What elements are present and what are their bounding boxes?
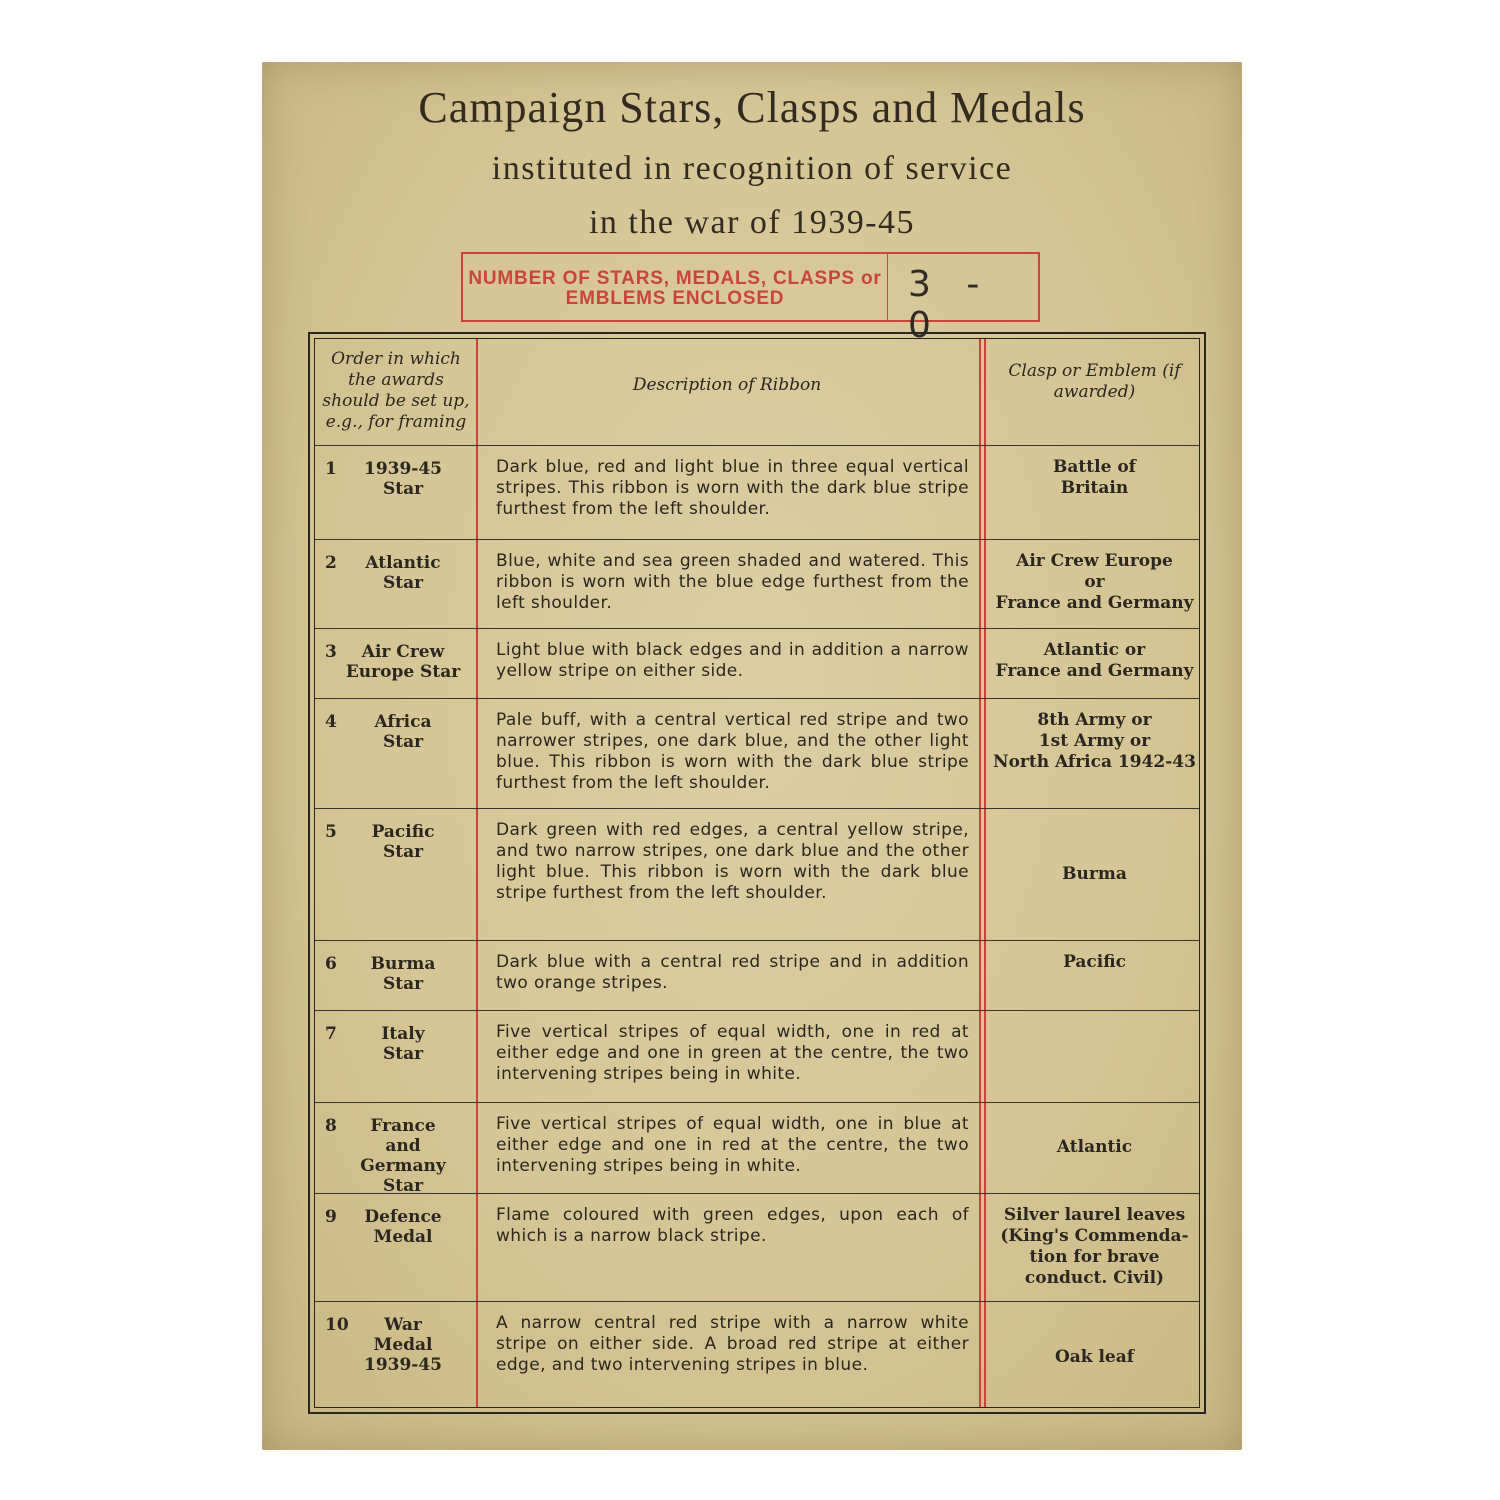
award-order-cell: [315, 940, 475, 1010]
award-order-cell: [315, 1301, 475, 1413]
clasp-or-emblem: Silver laurel leaves (King's Commenda- tion for brave conduct. Civil): [1000, 1205, 1189, 1288]
award-name: Pacific Star: [371, 822, 435, 862]
award-number: 4: [325, 712, 337, 732]
subtitle-line-1: instituted in recognition of service: [491, 150, 1013, 187]
ribbon-description: Blue, white and sea green shaded and watered. This ribbon is worn with the blue edge furthest from the left shoulder.: [496, 551, 969, 613]
subtitle-line-2: in the war of 1939-45: [588, 204, 916, 241]
award-order-cell: [315, 1010, 475, 1102]
award-name: War Medal 1939-45: [363, 1315, 443, 1375]
enclosed-count-box: [461, 252, 1040, 346]
award-number: 2: [325, 553, 337, 573]
page-title: Campaign Stars, Clasps and Medals: [418, 83, 1086, 132]
table-row: [315, 940, 1199, 1011]
header-description: Description of Ribbon: [632, 375, 822, 395]
award-order-cell: [315, 628, 475, 698]
ribbon-description: Dark blue, red and light blue in three equal vertical stripes. This ribbon is worn with the dark blue stripe furthest from the left shoulder.: [496, 457, 969, 519]
ribbon-description: Light blue with black edges and in addition a narrow yellow stripe on either side.: [496, 640, 969, 681]
clasp-or-emblem: 8th Army or 1st Army or North Africa 1942-43: [993, 710, 1196, 772]
enclosed-count-label: NUMBER OF STARS, MEDALS, CLASPS or EMBLEMS ENCLOSED: [463, 254, 888, 320]
award-number: 1: [325, 459, 337, 479]
award-name: Italy Star: [381, 1024, 425, 1064]
award-number: 8: [325, 1116, 337, 1136]
table-row: [315, 698, 1199, 809]
ribbon-description: Five vertical stripes of equal width, one in blue at either edge and one in red at the centre, the two intervening stripes being in white.: [496, 1114, 969, 1176]
table-row: [315, 808, 1199, 941]
clasp-or-emblem: Oak leaf: [1054, 1346, 1135, 1367]
award-order-cell: [315, 698, 475, 808]
award-name: Burma Star: [370, 954, 436, 994]
award-number: 7: [325, 1024, 337, 1044]
table-header-row: [315, 339, 1199, 446]
ribbon-description: Pale buff, with a central vertical red stripe and two narrower stripes, one dark blue, and the other light blue. This ribbon is worn with the dark blue stripe furthest from the left shoulder.: [496, 710, 969, 793]
award-number: 9: [325, 1207, 337, 1227]
award-order-cell: [315, 445, 475, 539]
ribbon-description: A narrow central red stripe with a narrow white stripe on either side. A broad red stripe at either edge, and two intervening stripes in blue.: [496, 1313, 969, 1375]
header-clasp: Clasp or Emblem (if awarded): [1008, 361, 1181, 402]
table-row: [315, 539, 1199, 629]
ribbon-description: Flame coloured with green edges, upon each of which is a narrow black stripe.: [496, 1205, 969, 1246]
ribbon-description: Dark blue with a central red stripe and in addition two orange stripes.: [496, 952, 969, 993]
award-name: 1939-45 Star: [363, 459, 443, 499]
clasp-or-emblem: Air Crew Europe or France and Germany: [995, 551, 1194, 613]
clasp-or-emblem: Atlantic: [1056, 1137, 1133, 1157]
award-order-cell: [315, 1193, 475, 1301]
clasp-or-emblem: Battle of Britain: [1053, 457, 1136, 498]
award-name: Defence Medal: [364, 1207, 442, 1247]
ribbon-description: Dark green with red edges, a central yellow stripe, and two narrow stripes, one dark blue and the other light blue. This ribbon is worn with the dark blue stripe furthest from the left shoulder.: [496, 820, 969, 903]
award-order-cell: [315, 539, 475, 628]
table-row: [315, 445, 1199, 540]
enclosed-count-value: 3 - 0: [908, 264, 992, 346]
award-order-cell: [315, 808, 475, 940]
clasp-or-emblem: Atlantic or France and Germany: [995, 640, 1194, 681]
award-name: Africa Star: [374, 712, 432, 752]
clasp-or-emblem: [985, 1010, 1204, 1102]
table-row: [315, 1301, 1199, 1413]
award-number: 6: [325, 954, 337, 974]
awards-table-grid: [315, 339, 1199, 1407]
table-row: [315, 1193, 1199, 1302]
table-row: [315, 1102, 1199, 1194]
award-number: 10: [325, 1315, 349, 1335]
table-row: [315, 1010, 1199, 1103]
awards-table: [308, 332, 1206, 1414]
document-sheet: [262, 62, 1242, 1450]
header-order: Order in which the awards should be set up, e.g., for framing: [322, 349, 470, 432]
award-number: 3: [325, 642, 337, 662]
clasp-or-emblem: Pacific: [1063, 952, 1126, 972]
award-number: 5: [325, 822, 337, 842]
award-name: France and Germany Star: [360, 1116, 446, 1196]
award-name: Atlantic Star: [365, 553, 441, 593]
table-row: [315, 628, 1199, 699]
award-order-cell: [315, 1102, 475, 1196]
ribbon-description: Five vertical stripes of equal width, one in red at either edge and one in green at the centre, the two intervening stripes being in white.: [496, 1022, 969, 1084]
clasp-or-emblem: Burma: [1062, 863, 1127, 884]
award-name: Air Crew Europe Star: [345, 642, 461, 682]
